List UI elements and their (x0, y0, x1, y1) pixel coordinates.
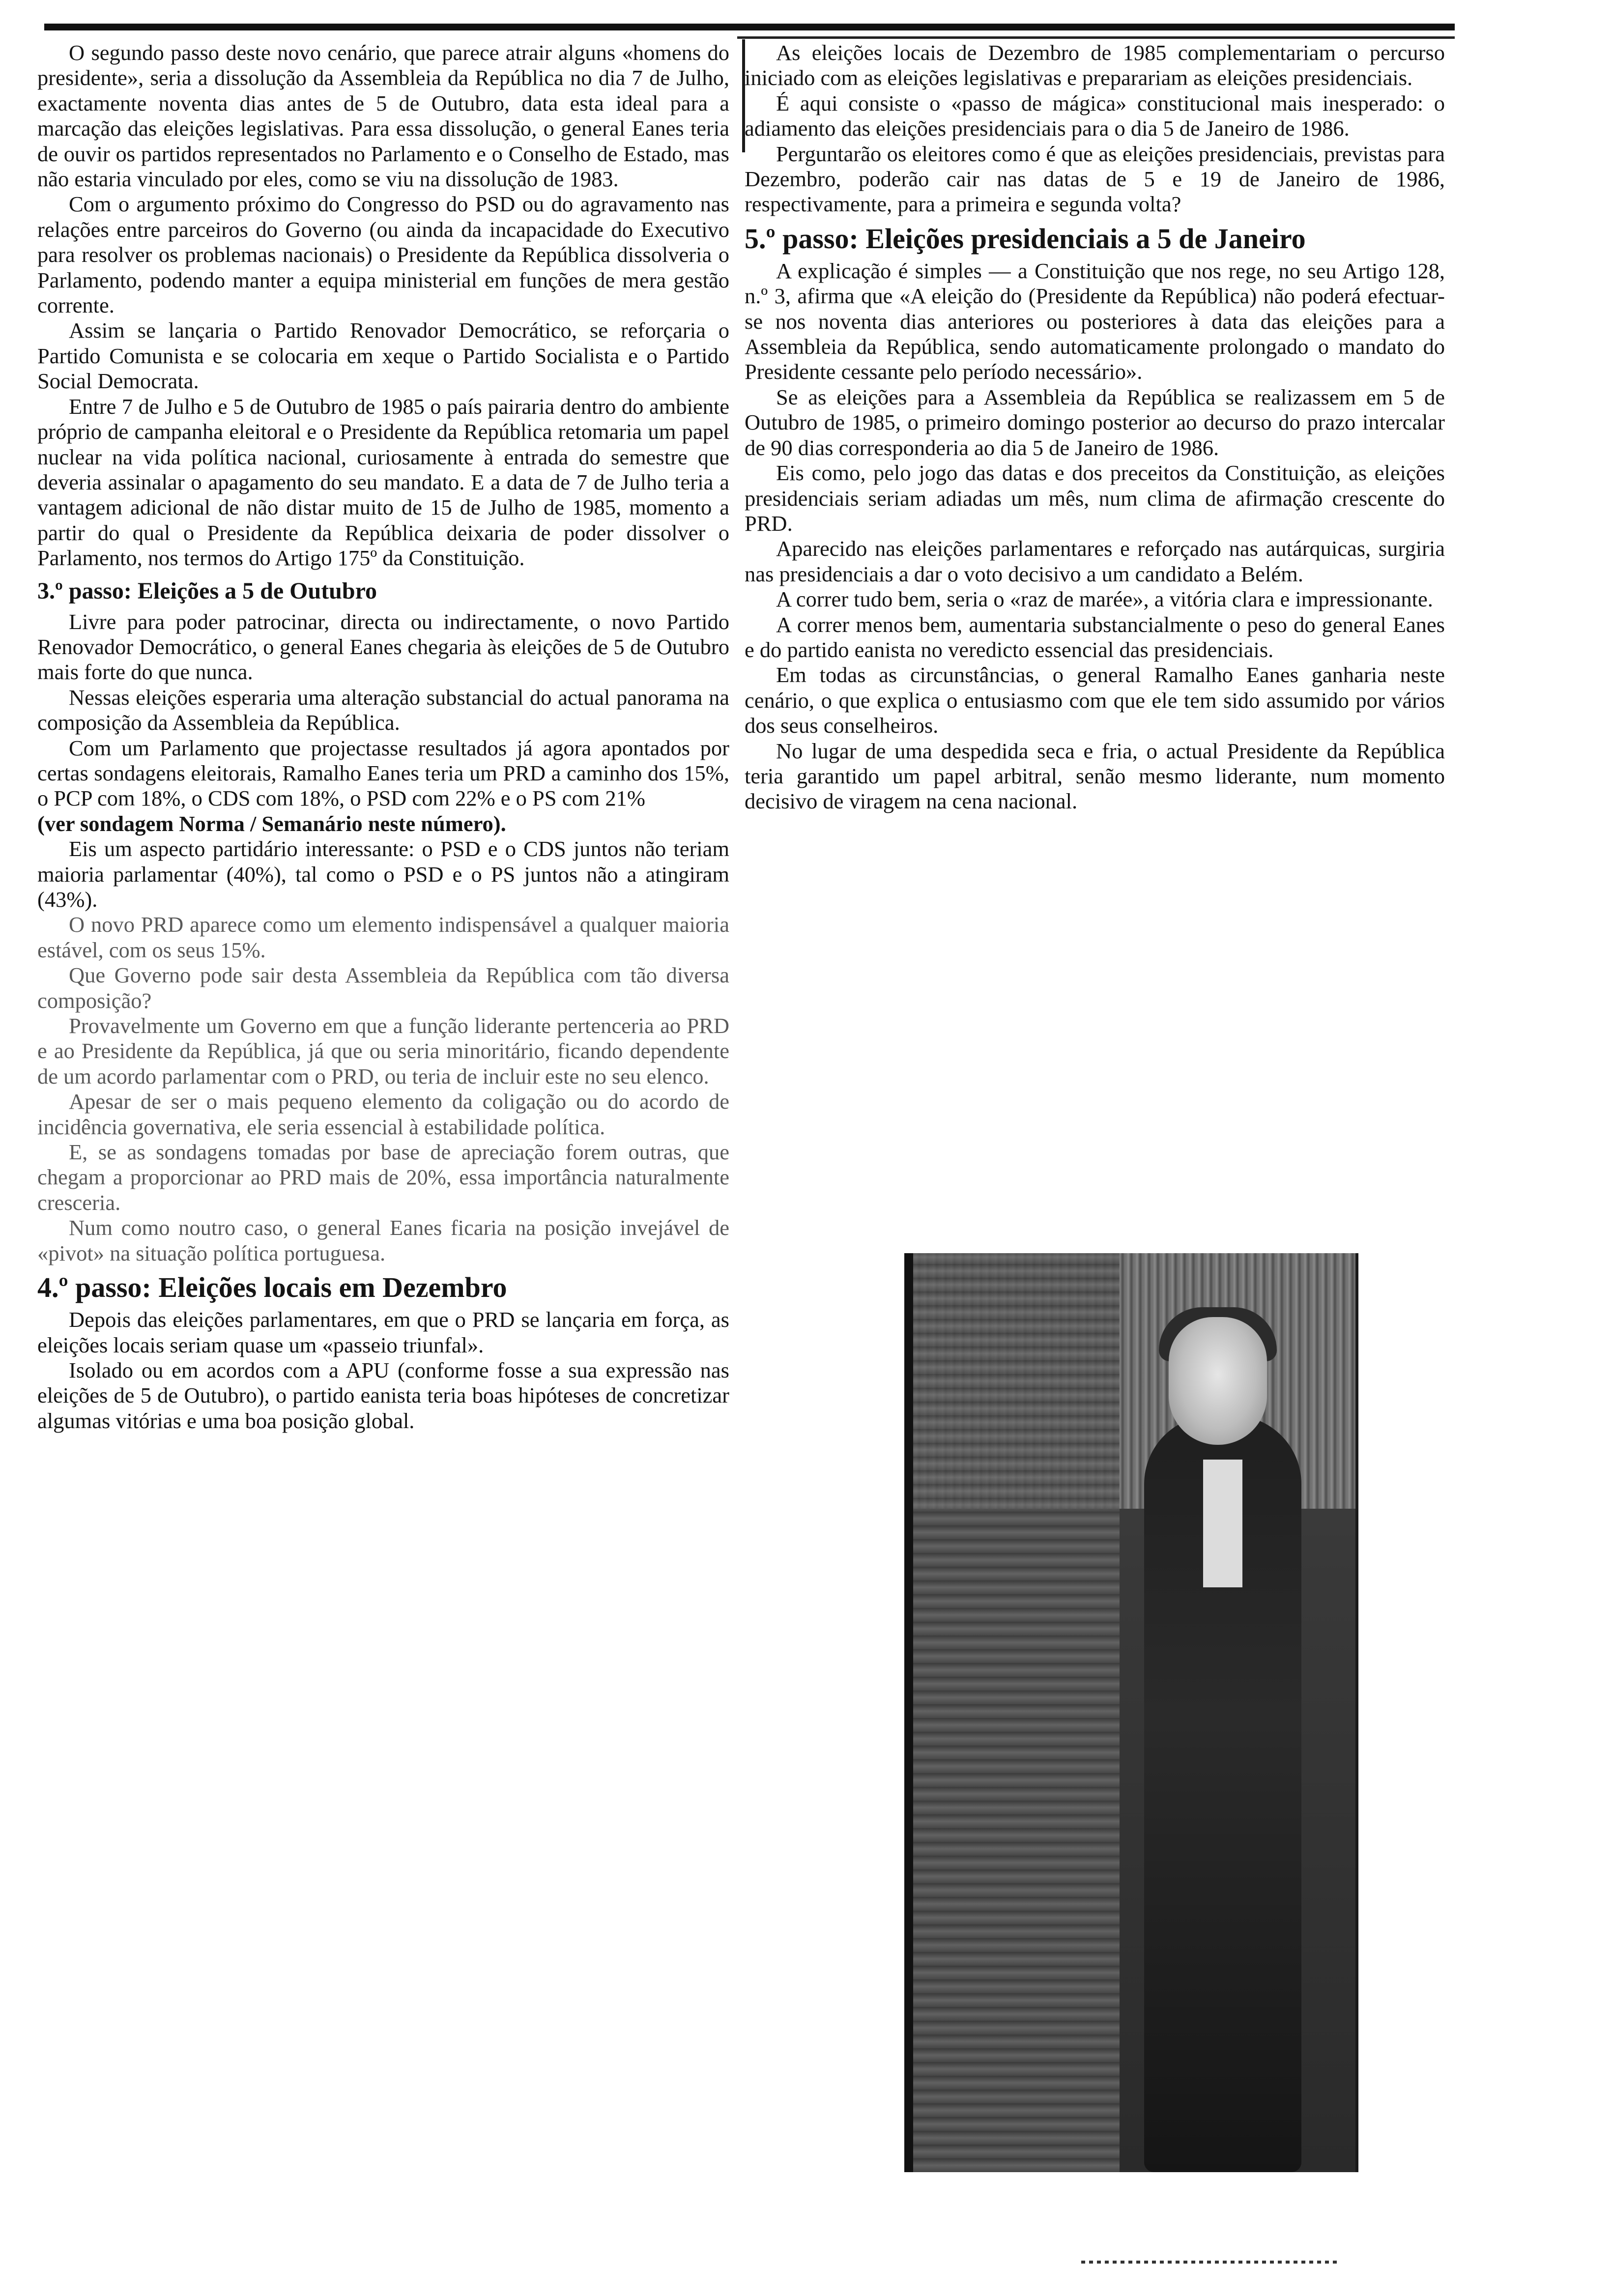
paragraph: Perguntarão os eleitores como é que as eleições presidenciais, previstas para Dezembro, poderão cair nas datas de 5 e 19 de Janeiro de 1986, respectivamente, para a primeira e segunda volta? (745, 141, 1445, 217)
section-heading-4: 4.º passo: Eleições locais em Dezembro (37, 1271, 507, 1304)
photo-portrait-icon (904, 1253, 1358, 2172)
paragraph: Depois das eleições parlamentares, em que o PRD se lançaria em força, as eleições locais seriam quase um «passeio triunfal». (37, 1307, 729, 1357)
paragraph: Provavelmente um Governo em que a função liderante pertenceria ao PRD e ao Presidente da República, já que ou seria minoritário, ficando dependente de um acordo parlamentar com o PRD, ou teria de incluir este no seu elenco. (37, 1013, 729, 1089)
paragraph: A explicação é simples — a Constituição que nos rege, no seu Artigo 128, n.º 3, afirma que «A eleição do (Presidente da República) não poderá efectuar-se nos noventa dias anteriores ou posteriores à data das eleições para a Assembleia da República, sendo automaticamente prolongado o mandato do Presidente cessante pelo período necessário». (745, 258, 1445, 384)
paragraph: Livre para poder patrocinar, directa ou indirectamente, o novo Partido Renovador Democrático, o general Eanes chegaria às eleições de 5 de Outubro mais forte do que nunca. (37, 609, 729, 685)
left-column (37, 40, 729, 1434)
paragraph: Aparecido nas eleições parlamentares e reforçado nas autárquicas, surgiria nas presidenciais a dar o voto decisivo a um candidato a Belém. (745, 536, 1445, 586)
photo-face (1169, 1317, 1267, 1445)
left-paragraphs-2 (37, 609, 729, 1266)
paragraph: As eleições locais de Dezembro de 1985 complementariam o percurso iniciado com as eleições legislativas e preparariam as eleições presidenciais. (745, 40, 1445, 90)
paragraph: Com o argumento próximo do Congresso do PSD ou do agravamento nas relações entre parceiros do Governo (ou ainda da incapacidade do Executivo para resolver os problemas nacionais) o Presidente da República dissolveria o Parlamento, podendo manter a equipa ministerial em funções de mera gestão corrente. (37, 192, 729, 318)
paragraph: Assim se lançaria o Partido Renovador Democrático, se reforçaria o Partido Comunista e se colocaria em xeque o Partido Socialista e o Partido Social Democrata. (37, 318, 729, 394)
paragraph: Num como noutro caso, o general Eanes ficaria na posição invejável de «pivot» na situação política portuguesa. (37, 1215, 729, 1265)
section-heading-3: 3.º passo: Eleições a 5 de Outubro (37, 577, 377, 604)
paragraph: Eis um aspecto partidário interessante: o PSD e o CDS juntos não teriam maioria parlamentar (40%), tal como o PSD e o PS juntos não a atingiram (43%). (37, 836, 729, 912)
paragraph: E, se as sondagens tomadas por base de apreciação forem outras, que chegam a proporcionar ao PRD mais de 20%, essa importância naturalmente cresceria. (37, 1140, 729, 1215)
paragraph: Entre 7 de Julho e 5 de Outubro de 1985 o país pairaria dentro do ambiente próprio de campanha eleitoral e o Presidente da República retomaria um papel nuclear na vida política nacional, curiosamente à entrada do semestre que deveria assinalar o apagamento do seu mandato. E a data de 7 de Julho teria a vantagem adicional de não distar muito de 15 de Julho de 1985, momento a partir do qual o Presidente da República deixaria de poder dissolver o Parlamento, nos termos do Artigo 175º da Constituição. (37, 394, 729, 571)
right-paragraphs-1 (745, 40, 1445, 217)
paragraph: Em todas as circunstâncias, o general Ramalho Eanes ganharia neste cenário, o que explica o entusiasmo com que ele tem sido assumido por vários dos seus conselheiros. (745, 662, 1445, 738)
paragraph: Eis como, pelo jogo das datas e dos preceitos da Constituição, as eleições presidenciais seriam adiadas um mês, num clima de afirmação crescente do PRD. (745, 460, 1445, 536)
paragraph: (ver sondagem Norma / Semanário neste número). (37, 811, 506, 836)
bottom-mark (1081, 2261, 1337, 2264)
photo-shirt (1203, 1460, 1242, 1587)
right-column (745, 40, 1445, 814)
paragraph: O segundo passo deste novo cenário, que parece atrair alguns «homens do presidente», seria a dissolução da Assembleia da República no dia 7 de Julho, exactamente noventa dias antes de 5 de Outubro, data esta ideal para a marcação das eleições legislativas. Para essa dissolução, o general Eanes teria de ouvir os partidos representados no Parlamento e o Conselho de Estado, mas não estaria vinculado por eles, como se viu na dissolução de 1983. (37, 40, 729, 192)
paragraph: A correr tudo bem, seria o «raz de marée», a vitória clara e impressionante. (776, 587, 1433, 612)
left-paragraphs-1 (37, 40, 729, 571)
paragraph: Com um Parlamento que projectasse resultados já agora apontados por certas sondagens eleitorais, Ramalho Eanes teria um PRD a caminho dos 15%, o PCP com 18%, o CDS com 18%, o PSD com 22% e o PS com 21% (37, 735, 729, 811)
left-paragraphs-3 (37, 1307, 729, 1434)
photo-background (913, 1253, 1120, 2172)
top-rule (44, 24, 1455, 30)
paragraph: Que Governo pode sair desta Assembleia da República com tão diversa composição? (37, 963, 729, 1013)
paragraph: Se as eleições para a Assembleia da República se realizassem em 5 de Outubro de 1985, o primeiro domingo posterior ao decurso do prazo intercalar de 90 dias corresponderia ao dia 5 de Janeiro de 1986. (745, 384, 1445, 460)
paragraph: O novo PRD aparece como um elemento indispensável a qualquer maioria estável, com os seus 15%. (37, 912, 729, 962)
paragraph: Nessas eleições esperaria uma alteração substancial do actual panorama na composição da Assembleia da República. (37, 685, 729, 735)
top-rule-thin (737, 36, 1455, 39)
paragraph: Isolado ou em acordos com a APU (conforme fosse a sua expressão nas eleições de 5 de Outubro), o partido eanista teria boas hipóteses de concretizar algumas vitórias e uma boa posição global. (37, 1357, 729, 1433)
paragraph: A correr menos bem, aumentaria substancialmente o peso do general Eanes e do partido eanista no veredicto essencial das presidenciais. (745, 612, 1445, 662)
right-paragraphs-2 (745, 258, 1445, 814)
paragraph: É aqui consiste o «passo de mágica» constitucional mais inesperado: o adiamento das eleições presidenciais para o dia 5 de Janeiro de 1986. (745, 90, 1445, 141)
paragraph: No lugar de uma despedida seca e fria, o actual Presidente da República teria garantido um papel arbitral, senão mesmo liderante, num momento decisivo de viragem na cena nacional. (745, 738, 1445, 814)
paragraph: Apesar de ser o mais pequeno elemento da coligação ou do acordo de incidência governativa, ele seria essencial à estabilidade política. (37, 1089, 729, 1139)
section-heading-5: 5.º passo: Eleições presidenciais a 5 de Janeiro (745, 222, 1306, 255)
